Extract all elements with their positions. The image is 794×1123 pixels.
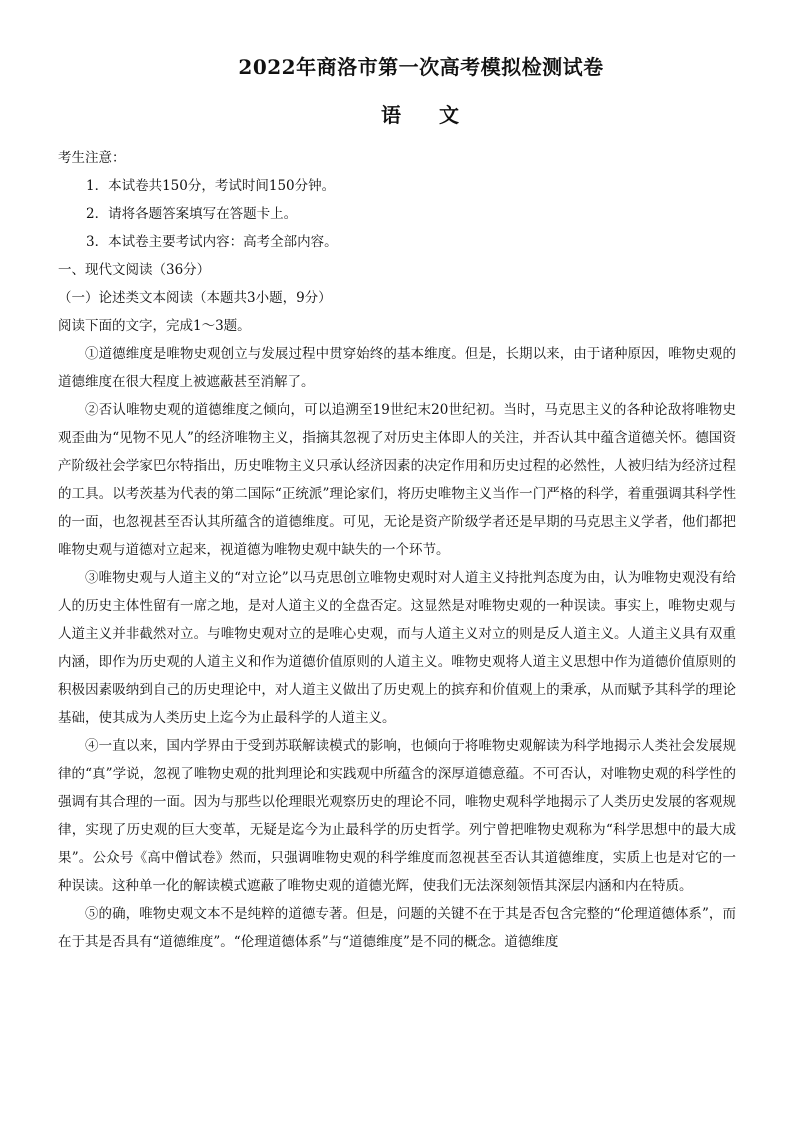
exam-title: 2022年商洛市第一次高考模拟检测试卷	[238, 55, 604, 79]
subject-char-1: 语	[381, 103, 403, 127]
article-paragraph-4: ④一直以来，国内学界由于受到苏联解读模式的影响，也倾向于将唯物史观解读为科学地揭示人类社会发展规律的“真”学说，忽视了唯物史观的批判理论和实践观中所蕴含的深厚道德意蕴。不可否认，对唯物史观的科学性的强调有其合理的一面。因为与那些以伦理眼光观察历史的理论不同，唯物史观科学地揭示了人类历史发展的客观规律，实现了历史观的巨大变革，无疑是迄今为止最科学的历史哲学。列宁曾把唯物史观称为“科学思想中的最大成果”。公众号《高中僧试卷》然而，只强调唯物史观的科学维度而忽视甚至否认其道德维度，实质上也是对它的一种误读。这种单一化的解读模式遮蔽了唯物史观的道德光辉，使我们无法深刻领悟其深层内涵和内在特质。	[58, 738, 736, 894]
article-paragraph-2: ②否认唯物史观的道德维度之倾向，可以追溯至19世纪末20世纪初。当时，马克思主义的各种论敌将唯物史观歪曲为“见物不见人”的经济唯物主义，指摘其忽视了对历史主体即人的关注，并否认其中蕴含道德关怀。德国资产阶级社会学家巴尔特指出，历史唯物主义只承认经济因素的决定作用和历史过程的必然性，人被归结为经济过程的工具。以考茨基为代表的第二国际“正统派”理论家们，将历史唯物主义当作一门严格的科学，着重强调其科学性的一面，也忽视甚至否认其所蕴含的道德维度。可见，无论是资产阶级学者还是早期的马克思主义学者，他们都把唯物史观与道德对立起来，视道德为唯物史观中缺失的一个环节。	[58, 402, 736, 558]
reading-instruction: 阅读下面的文字，完成1～3题。	[58, 318, 251, 334]
subject-char-2: 文	[439, 103, 461, 127]
notice-item-2: 2．请将各题答案填写在答题卡上。	[86, 206, 298, 222]
subsection-heading: （一）论述类文本阅读（本题共3小题，9分）	[58, 290, 332, 306]
subject-title	[106, 100, 736, 130]
notice-item-3: 3．本试卷主要考试内容：高考全部内容。	[86, 234, 338, 250]
article-paragraph-3: ③唯物史观与人道主义的“对立论”以马克思创立唯物史观时对人道主义持批判态度为由，认为唯物史观没有给人的历史主体性留有一席之地，是对人道主义的全盘否定。这显然是对唯物史观的一种误读。事实上，唯物史观与人道主义并非截然对立。与唯物史观对立的是唯心史观，而与人道主义对立的则是反人道主义。人道主义具有双重内涵，即作为历史观的人道主义和作为道德价值原则的人道主义。唯物史观将人道主义思想中作为道德价值原则的积极因素吸纳到自己的历史理论中，对人道主义做出了历史观上的摈弃和价值观上的秉承，从而赋予其科学的理论基础，使其成为人类历史上迄今为止最科学的人道主义。	[58, 570, 736, 726]
notice-item-1: 1．本试卷共150分，考试时间150分钟。	[86, 178, 336, 194]
notice-heading: 考生注意：	[58, 150, 126, 166]
article-paragraph-5: ⑤的确，唯物史观文本不是纯粹的道德专著。但是，问题的关键不在于其是否包含完整的“伦理道德体系”，而在于其是否具有“道德维度”。“伦理道德体系”与“道德维度”是不同的概念。道德维度	[58, 906, 736, 950]
section-heading: 一、现代文阅读（36分）	[58, 262, 211, 278]
article-paragraph-1: ①道德维度是唯物史观创立与发展过程中贯穿始终的基本维度。但是，长期以来，由于诸种原因，唯物史观的道德维度在很大程度上被遮蔽甚至消解了。	[58, 346, 736, 390]
